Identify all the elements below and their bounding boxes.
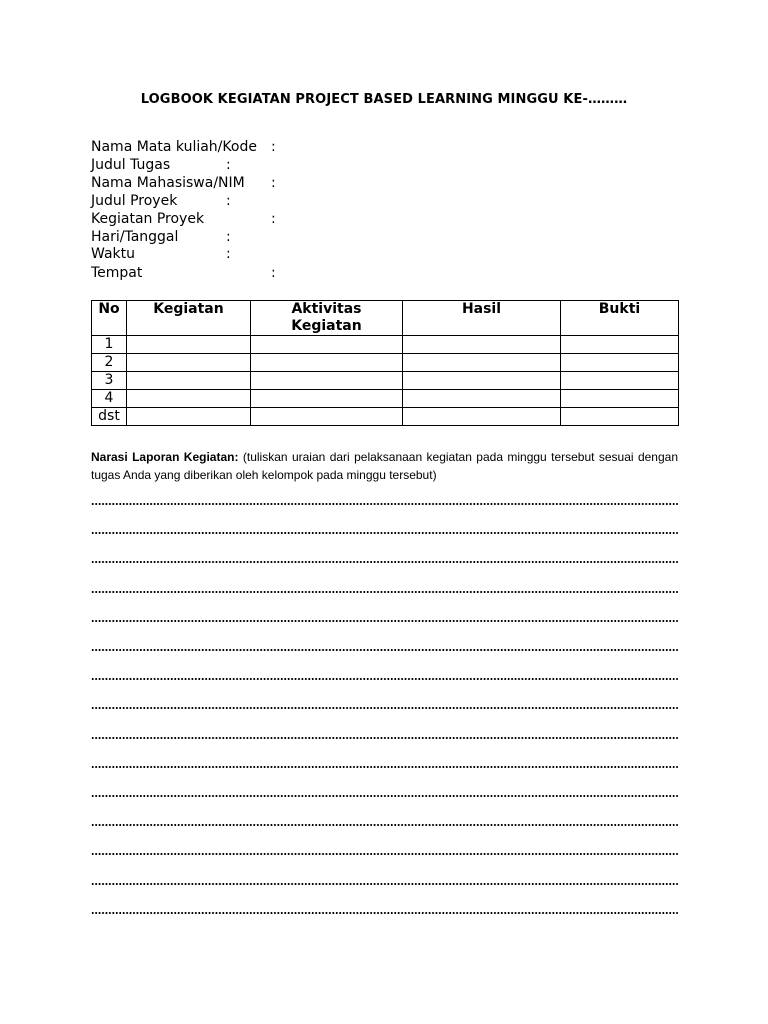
dotted-writing-line[interactable]: [91, 588, 678, 596]
table-cell[interactable]: [403, 354, 561, 372]
dotted-writing-line[interactable]: [91, 704, 678, 712]
field-label: Judul Proyek: [91, 193, 178, 209]
header-hasil: Hasil: [403, 301, 561, 336]
table-cell[interactable]: [127, 336, 251, 354]
dotted-writing-line[interactable]: [91, 909, 678, 917]
table-row: [92, 408, 679, 426]
field-judul-proyek: [91, 192, 291, 210]
table-cell[interactable]: [251, 372, 403, 390]
table-cell[interactable]: [127, 372, 251, 390]
table-cell[interactable]: [561, 336, 679, 354]
dotted-writing-line[interactable]: [91, 821, 678, 829]
field-colon: :: [226, 229, 231, 245]
table-cell[interactable]: [251, 354, 403, 372]
page-title: LOGBOOK KEGIATAN PROJECT BASED LEARNING MINGGU KE-………: [140, 92, 628, 107]
field-label: Hari/Tanggal: [91, 229, 179, 245]
field-judul-tugas: [91, 156, 291, 174]
field-colon: :: [226, 246, 231, 262]
table-cell[interactable]: [127, 390, 251, 408]
field-colon: :: [226, 157, 231, 173]
table-cell[interactable]: [127, 354, 251, 372]
narasi-instruction: (tuliskan uraian dari pelaksanaan kegiatan pada minggu tersebut sesuai dengan tugas Anda yang diberikan oleh kelompok pada minggu tersebut): [91, 450, 678, 482]
field-kegiatan-proyek: [91, 210, 291, 228]
table-row: [92, 372, 679, 390]
narasi-laporan: [91, 448, 678, 484]
dotted-writing-line[interactable]: [91, 734, 678, 742]
table-cell[interactable]: [403, 390, 561, 408]
table-cell[interactable]: [561, 372, 679, 390]
field-label: Waktu: [91, 246, 135, 262]
dotted-writing-line[interactable]: [91, 880, 678, 888]
table-row: [92, 336, 679, 354]
table-header-row: [92, 301, 679, 336]
field-colon: :: [271, 139, 276, 155]
field-hari-tanggal: [91, 228, 291, 246]
field-waktu: [91, 245, 291, 263]
field-colon: :: [271, 265, 276, 281]
field-colon: :: [226, 193, 231, 209]
dotted-writing-line[interactable]: [91, 500, 678, 508]
dotted-writing-line[interactable]: [91, 558, 678, 566]
field-label: Judul Tugas: [91, 157, 171, 173]
header-no: No: [92, 301, 127, 336]
dotted-writing-line[interactable]: [91, 675, 678, 683]
field-tempat: [91, 264, 291, 282]
dotted-writing-line[interactable]: [91, 763, 678, 771]
dotted-writing-line[interactable]: [91, 617, 678, 625]
field-label: Kegiatan Proyek: [91, 211, 205, 227]
table-row: [92, 390, 679, 408]
field-colon: :: [271, 211, 276, 227]
field-label: Nama Mata kuliah/Kode: [91, 139, 257, 155]
dotted-writing-line[interactable]: [91, 529, 678, 537]
table-cell[interactable]: [561, 408, 679, 426]
table-cell[interactable]: [251, 408, 403, 426]
table-cell[interactable]: [251, 390, 403, 408]
table-cell[interactable]: [127, 408, 251, 426]
row-number: dst: [92, 408, 127, 426]
header-kegiatan: Kegiatan: [127, 301, 251, 336]
dotted-writing-line[interactable]: [91, 646, 678, 654]
table-row: [92, 354, 679, 372]
table-cell[interactable]: [251, 336, 403, 354]
dotted-writing-line[interactable]: [91, 850, 678, 858]
field-colon: :: [271, 175, 276, 191]
field-label: Nama Mahasiswa/NIM: [91, 175, 245, 191]
row-number: 2: [92, 354, 127, 372]
table-cell[interactable]: [561, 354, 679, 372]
row-number: 3: [92, 372, 127, 390]
header-bukti: Bukti: [561, 301, 679, 336]
table-cell[interactable]: [403, 408, 561, 426]
field-mahasiswa-nim: [91, 174, 291, 192]
table-cell[interactable]: [561, 390, 679, 408]
table-cell[interactable]: [403, 336, 561, 354]
table-cell[interactable]: [403, 372, 561, 390]
row-number: 1: [92, 336, 127, 354]
field-label: Tempat: [91, 265, 143, 281]
narasi-label: Narasi Laporan Kegiatan:: [91, 450, 239, 464]
dotted-writing-line[interactable]: [91, 792, 678, 800]
header-aktivitas-kegiatan: Aktivitas Kegiatan: [251, 301, 403, 336]
row-number: 4: [92, 390, 127, 408]
field-mata-kuliah: [91, 138, 291, 156]
logbook-table: [91, 300, 679, 426]
